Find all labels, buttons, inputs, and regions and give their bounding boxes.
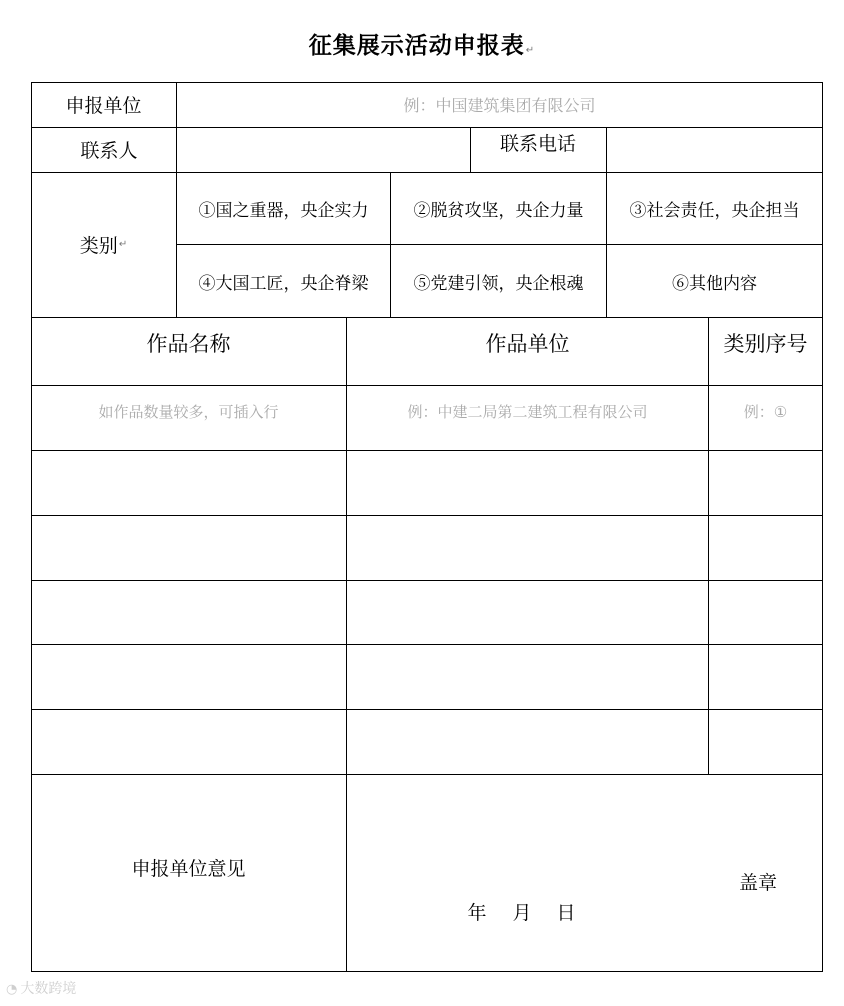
category-option-6[interactable]: ⑥其他内容 <box>672 273 757 294</box>
category-option-2[interactable]: ②脱贫攻坚，央企力量 <box>413 200 584 221</box>
applicant-field[interactable]: 例：中国建筑集团有限公司 <box>403 96 596 115</box>
table-border-right <box>822 82 823 972</box>
work-name-cell[interactable] <box>32 710 346 774</box>
date-month-label: 月 <box>512 901 532 924</box>
category-number-cell[interactable] <box>709 710 822 774</box>
watermark-logo-icon: ◔ <box>6 982 18 997</box>
watermark <box>6 978 76 998</box>
date-day-label: 日 <box>556 901 576 924</box>
paragraph-mark-icon: ↵ <box>525 45 536 56</box>
category-number-cell[interactable] <box>709 451 822 515</box>
work-name-cell[interactable] <box>32 645 346 709</box>
applicant-label: 申报单位 <box>65 95 142 117</box>
example-work-unit[interactable]: 例：中建二局第二建筑工程有限公司 <box>407 402 648 421</box>
work-unit-cell[interactable] <box>347 710 708 774</box>
opinion-label: 申报单位意见 <box>131 858 246 880</box>
example-work-name[interactable]: 如作品数量较多，可插入行 <box>98 402 279 421</box>
category-option-4[interactable]: ④大国工匠，央企脊梁 <box>198 273 369 294</box>
contact-person-field[interactable] <box>177 128 470 172</box>
example-category-number[interactable]: 例：① <box>743 402 788 421</box>
category-number-cell[interactable] <box>709 645 822 709</box>
watermark-text: 大数跨境 <box>20 981 77 997</box>
category-label <box>31 172 176 317</box>
work-unit-cell[interactable] <box>347 516 708 580</box>
work-unit-cell[interactable] <box>347 581 708 644</box>
category-option-3[interactable]: ③社会责任，央企担当 <box>629 200 800 221</box>
category-number-cell[interactable] <box>709 581 822 644</box>
form-title-text: 征集展示活动申报表 <box>308 33 525 59</box>
table-border-bottom <box>31 971 823 972</box>
header-work-name: 作品名称 <box>146 332 231 356</box>
work-name-cell[interactable] <box>32 451 346 515</box>
work-name-cell[interactable] <box>32 581 346 644</box>
seal-label: 盖章 <box>738 871 777 894</box>
category-number-cell[interactable] <box>709 516 822 580</box>
date-year-label: 年 <box>467 901 487 924</box>
category-option-1[interactable]: ①国之重器，央企实力 <box>198 200 369 221</box>
header-work-unit: 作品单位 <box>485 332 570 356</box>
contact-phone-field[interactable] <box>607 128 822 172</box>
form-title <box>0 27 844 60</box>
work-unit-cell[interactable] <box>347 451 708 515</box>
work-name-cell[interactable] <box>32 516 346 580</box>
category-label-text: 类别 <box>79 235 118 257</box>
contact-person-label: 联系人 <box>80 140 138 162</box>
category-option-5[interactable]: ⑤党建引领，央企根魂 <box>413 273 584 294</box>
work-unit-cell[interactable] <box>347 645 708 709</box>
header-category-number: 类别序号 <box>723 332 808 356</box>
contact-phone-label: 联系电话 <box>499 132 576 155</box>
paragraph-mark-icon: ↵ <box>118 239 128 250</box>
